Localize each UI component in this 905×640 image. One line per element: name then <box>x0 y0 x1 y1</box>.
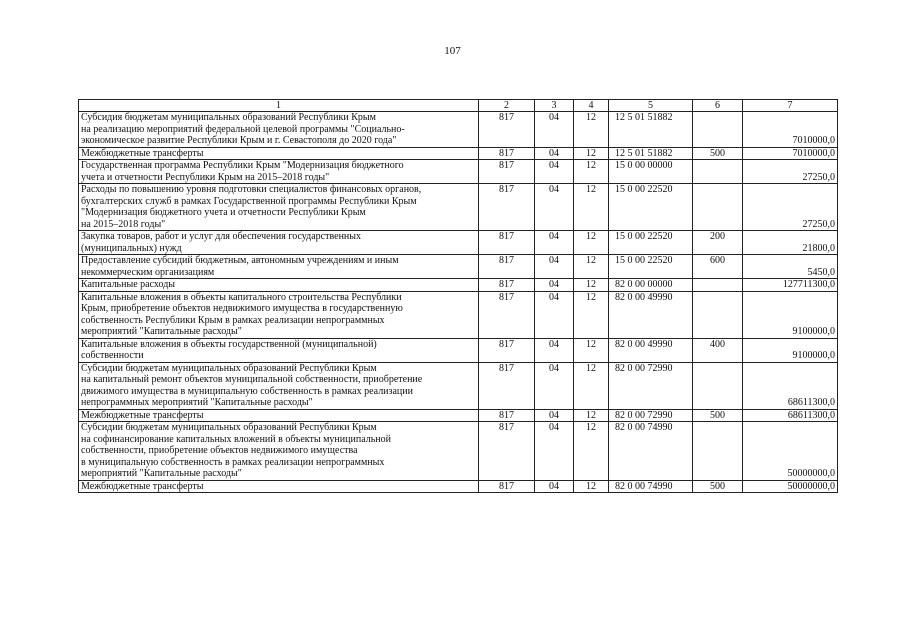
row-description: Межбюджетные трансферты <box>79 409 479 422</box>
amount: 68611300,0 <box>743 409 838 422</box>
row-description: Субсидии бюджетам муниципальных образований Республики Крым на капитальный ремонт объектов муниципальной собственности, приобретение движимого имущества в муниципальную собственность в рамках реализации непрограммных мероприятий "Капитальные расходы" <box>79 362 479 409</box>
target-item-code: 15 0 00 00000 <box>609 160 693 184</box>
amount: 9100000,0 <box>743 291 838 338</box>
row-description: Расходы по повышению уровня подготовки специалистов финансовых органов, бухгалтерских служб в рамках Государственной программы Республики Крым "Модернизация бюджетного учета и отчетности Республики Крым на 2015–2018 годы" <box>79 184 479 231</box>
table-row <box>79 255 838 279</box>
column-header: 6 <box>693 100 743 112</box>
expense-type-code: 500 <box>693 409 743 422</box>
expense-type-code: 600 <box>693 255 743 279</box>
target-item-code: 82 0 00 74990 <box>609 422 693 481</box>
target-item-code: 15 0 00 22520 <box>609 255 693 279</box>
ministry-code: 817 <box>479 422 535 481</box>
column-header: 3 <box>535 100 574 112</box>
amount: 50000000,0 <box>743 480 838 493</box>
subsection-code: 12 <box>574 231 609 255</box>
subsection-code: 12 <box>574 112 609 148</box>
ministry-code: 817 <box>479 231 535 255</box>
target-item-code: 15 0 00 22520 <box>609 231 693 255</box>
table-row <box>79 147 838 160</box>
row-description: Субсидии бюджетам муниципальных образований Республики Крым на софинансирование капитальных вложений в объекты муниципальной собственности, приобретение объектов недвижимого имущества в муниципальную собственность в рамках реализации непрограммных мероприятий "Капитальные расходы" <box>79 422 479 481</box>
column-header: 4 <box>574 100 609 112</box>
section-code: 04 <box>535 422 574 481</box>
expense-type-code <box>693 422 743 481</box>
section-code: 04 <box>535 231 574 255</box>
expense-type-code <box>693 362 743 409</box>
section-code: 04 <box>535 112 574 148</box>
target-item-code: 82 0 00 00000 <box>609 279 693 292</box>
amount: 127711300,0 <box>743 279 838 292</box>
expense-type-code: 400 <box>693 338 743 362</box>
target-item-code: 82 0 00 74990 <box>609 480 693 493</box>
table-row <box>79 480 838 493</box>
amount: 27250,0 <box>743 184 838 231</box>
expense-type-code: 500 <box>693 147 743 160</box>
target-item-code: 82 0 00 49990 <box>609 338 693 362</box>
target-item-code: 82 0 00 72990 <box>609 362 693 409</box>
target-item-code: 12 5 01 51882 <box>609 112 693 148</box>
subsection-code: 12 <box>574 279 609 292</box>
column-header: 1 <box>79 100 479 112</box>
amount: 21800,0 <box>743 231 838 255</box>
expense-type-code <box>693 160 743 184</box>
table-row <box>79 160 838 184</box>
section-code: 04 <box>535 147 574 160</box>
ministry-code: 817 <box>479 279 535 292</box>
expense-type-code <box>693 291 743 338</box>
subsection-code: 12 <box>574 291 609 338</box>
row-description: Межбюджетные трансферты <box>79 147 479 160</box>
amount: 68611300,0 <box>743 362 838 409</box>
table-row <box>79 422 838 481</box>
table-row <box>79 112 838 148</box>
ministry-code: 817 <box>479 291 535 338</box>
subsection-code: 12 <box>574 409 609 422</box>
column-header: 2 <box>479 100 535 112</box>
table-row <box>79 231 838 255</box>
header-row <box>79 100 838 112</box>
row-description: Закупка товаров, работ и услуг для обеспечения государственных (муниципальных) нужд <box>79 231 479 255</box>
amount: 27250,0 <box>743 160 838 184</box>
ministry-code: 817 <box>479 160 535 184</box>
row-description: Предоставление субсидий бюджетным, автономным учреждениям и иным некоммерческим организациям <box>79 255 479 279</box>
row-description: Капитальные вложения в объекты капитального строительства Республики Крым, приобретение объектов недвижимого имущества в государственную собственность Республики Крым в рамках реализации непрограммных мероприятий "Капитальные расходы" <box>79 291 479 338</box>
amount: 7010000,0 <box>743 147 838 160</box>
subsection-code: 12 <box>574 255 609 279</box>
subsection-code: 12 <box>574 147 609 160</box>
subsection-code: 12 <box>574 362 609 409</box>
section-code: 04 <box>535 184 574 231</box>
ministry-code: 817 <box>479 480 535 493</box>
row-description: Субсидия бюджетам муниципальных образований Республики Крым на реализацию мероприятий федеральной целевой программы "Социально- экономическое развитие Республики Крым и г. Севастополя до 2020 года" <box>79 112 479 148</box>
section-code: 04 <box>535 362 574 409</box>
table-row <box>79 184 838 231</box>
section-code: 04 <box>535 409 574 422</box>
section-code: 04 <box>535 480 574 493</box>
section-code: 04 <box>535 279 574 292</box>
section-code: 04 <box>535 255 574 279</box>
expense-type-code <box>693 279 743 292</box>
expense-type-code: 500 <box>693 480 743 493</box>
target-item-code: 15 0 00 22520 <box>609 184 693 231</box>
row-description: Капитальные расходы <box>79 279 479 292</box>
subsection-code: 12 <box>574 184 609 231</box>
amount: 50000000,0 <box>743 422 838 481</box>
subsection-code: 12 <box>574 422 609 481</box>
table-row <box>79 338 838 362</box>
ministry-code: 817 <box>479 112 535 148</box>
table-row <box>79 291 838 338</box>
section-code: 04 <box>535 160 574 184</box>
subsection-code: 12 <box>574 338 609 362</box>
column-header: 5 <box>609 100 693 112</box>
table-row <box>79 409 838 422</box>
ministry-code: 817 <box>479 255 535 279</box>
amount: 9100000,0 <box>743 338 838 362</box>
table-row <box>79 362 838 409</box>
section-code: 04 <box>535 291 574 338</box>
table-row <box>79 279 838 292</box>
row-description: Государственная программа Республики Крым "Модернизация бюджетного учета и отчетности Республики Крым на 2015–2018 годы" <box>79 160 479 184</box>
expense-type-code <box>693 184 743 231</box>
subsection-code: 12 <box>574 160 609 184</box>
ministry-code: 817 <box>479 338 535 362</box>
amount: 7010000,0 <box>743 112 838 148</box>
section-code: 04 <box>535 338 574 362</box>
expense-type-code: 200 <box>693 231 743 255</box>
subsection-code: 12 <box>574 480 609 493</box>
row-description: Капитальные вложения в объекты государственной (муниципальной) собственности <box>79 338 479 362</box>
row-description: Межбюджетные трансферты <box>79 480 479 493</box>
amount: 5450,0 <box>743 255 838 279</box>
target-item-code: 82 0 00 72990 <box>609 409 693 422</box>
column-header: 7 <box>743 100 838 112</box>
ministry-code: 817 <box>479 409 535 422</box>
expense-type-code <box>693 112 743 148</box>
target-item-code: 12 5 01 51882 <box>609 147 693 160</box>
ministry-code: 817 <box>479 362 535 409</box>
ministry-code: 817 <box>479 184 535 231</box>
budget-table <box>78 99 838 493</box>
target-item-code: 82 0 00 49990 <box>609 291 693 338</box>
ministry-code: 817 <box>479 147 535 160</box>
page-number: 107 <box>444 45 461 57</box>
